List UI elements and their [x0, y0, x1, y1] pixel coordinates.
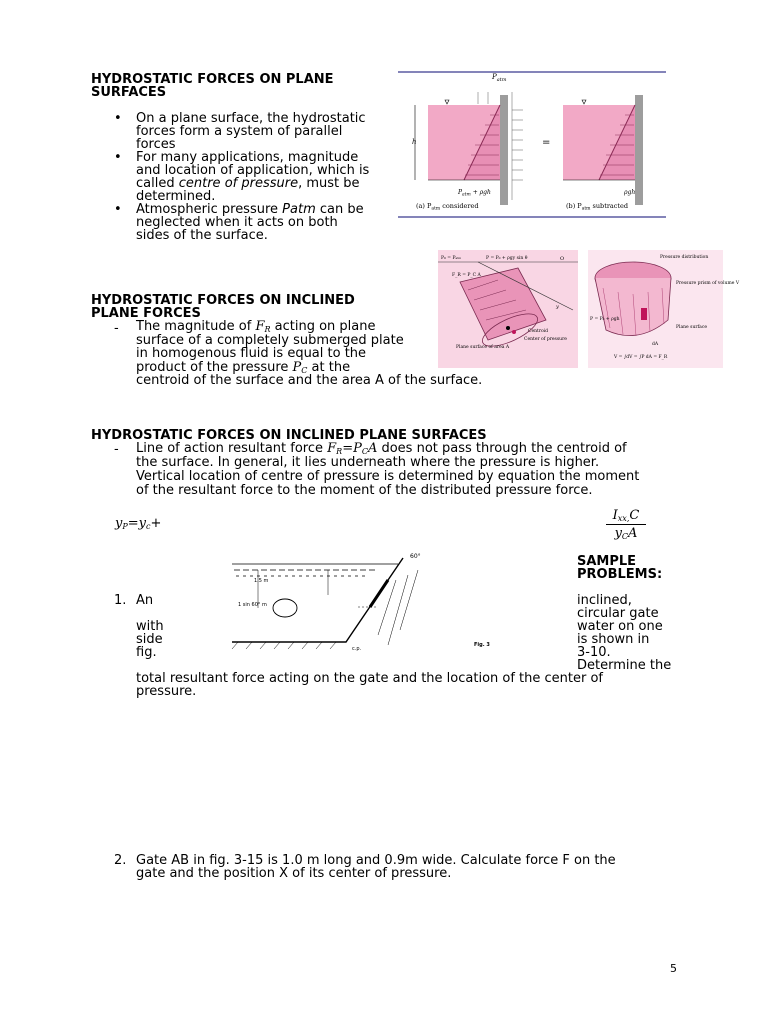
problem-1-left-words: An with side fig. [136, 593, 164, 660]
fraction-denominator: $y_CA$ [614, 526, 638, 541]
problem-1-continuation: total resultant force acting on the gate and the location of the center of pressure. [136, 671, 604, 699]
da-label: dA [652, 342, 659, 347]
plane-surface-label: Plane surface of area A [456, 345, 510, 350]
gate-edge [370, 580, 388, 607]
h-label: h [412, 138, 417, 146]
sin-label: 1 sin 60° m [238, 602, 267, 608]
surface-marker-left [445, 100, 449, 104]
pressure-prism-label: Pressure prism of volume V [676, 281, 740, 286]
section2-heading: HYDROSTATIC FORCES ON INCLINED PLANE FORCES [91, 293, 355, 321]
plane-surface-right-label: Plane surface [676, 325, 708, 330]
problem-1-number: 1. [114, 593, 127, 608]
inclined-gate-figure [228, 550, 490, 665]
bullet-dot: • [114, 111, 122, 126]
section3-heading: HYDROSTATIC FORCES ON INCLINED PLANE SURFACES [91, 428, 487, 443]
o-label: O [560, 256, 565, 262]
center-pressure-point [512, 330, 516, 334]
water-surface [232, 564, 398, 576]
centroid-point [506, 326, 510, 330]
fig3-caption: Fig. 3 [474, 642, 490, 648]
problem-2-number: 2. [114, 853, 127, 868]
cp-label: c.p. [352, 646, 362, 652]
fr-label: F_R = P_C A [452, 273, 481, 278]
sample-problems-heading: SAMPLE PROBLEMS: [577, 554, 663, 582]
section1-heading: HYDROSTATIC FORCES ON PLANE SURFACES [91, 72, 334, 100]
wall-right [635, 95, 643, 205]
ground-hatch [232, 642, 336, 649]
formula-fraction [606, 509, 646, 540]
p-eq-label: P = P₀ + ρgy sin θ [486, 256, 528, 261]
patm-label: $P_{atm}$ [492, 73, 507, 83]
p-eq-right-label: P = P₀ + ρgh [590, 317, 620, 322]
surface-marker-right [582, 100, 586, 104]
caption-b: (b) $P_{atm}$ subtracted [566, 202, 629, 212]
page-number: 5 [670, 962, 677, 975]
bullet-dot: • [114, 202, 122, 217]
rho-gh-label: ρgh [624, 189, 636, 196]
volume-eq-label: V = ∫dV = ∫P dA = F_R [614, 355, 668, 360]
slant-dimensions [378, 570, 418, 645]
problem-1-right-words: inclined, circular gate water on one is shown in 3-10. Determine the [577, 593, 672, 673]
pressure-distribution-label: Pressure distribution [660, 255, 709, 260]
formula-left: $y_P=y_c+$ [115, 516, 162, 531]
da-element [641, 308, 647, 320]
inclined-plane-figure [438, 250, 740, 370]
caption-a: (a) $P_{atm}$ considered [416, 202, 479, 212]
section2-paragraph: The magnitude of $F_R$ acting on plane surface of a completely submerged plate in homogenous fluid is equal to the product of the pressure $P_C$ at the centroid of the surface and the area A of the surface. [136, 319, 483, 388]
wall-left [500, 95, 508, 205]
y-label: y [556, 304, 559, 310]
p0-label: P₀ = Pₐₜₘ [441, 256, 462, 261]
center-pressure-label: Center of pressure [524, 337, 567, 342]
depth-15-label: 1.5 m [254, 578, 269, 584]
centroid-label: Centroid [528, 329, 548, 334]
section3-paragraph: Line of action resultant force $F_R=P_CA$ does not pass through the centroid of the surface. In general, it lies underneath where the pressure is higher. Vertical location of centre of pressure is determined by equation the moment of the resultant force to the moment of the distributed pressure force. [136, 441, 640, 498]
patm-plus-rho-gh-label: $P_{atm} + \rho gh$ [458, 189, 491, 198]
angle-60-label: 60° [410, 553, 421, 560]
section3-dash: - [114, 442, 119, 457]
bullet-dot: • [114, 150, 122, 165]
patm-figure [398, 70, 668, 220]
fraction-numerator: $I_{xx,}C$ [606, 509, 646, 525]
tank-bottom-and-slope [232, 558, 403, 642]
gate-circle-front [273, 599, 297, 617]
problem-2-text: Gate AB in fig. 3-15 is 1.0 m long and 0.9m wide. Calculate force F on the gate and the position X of its center of pressure. [136, 853, 616, 881]
section2-dash: - [114, 321, 119, 336]
equals-sign: = [542, 137, 551, 148]
